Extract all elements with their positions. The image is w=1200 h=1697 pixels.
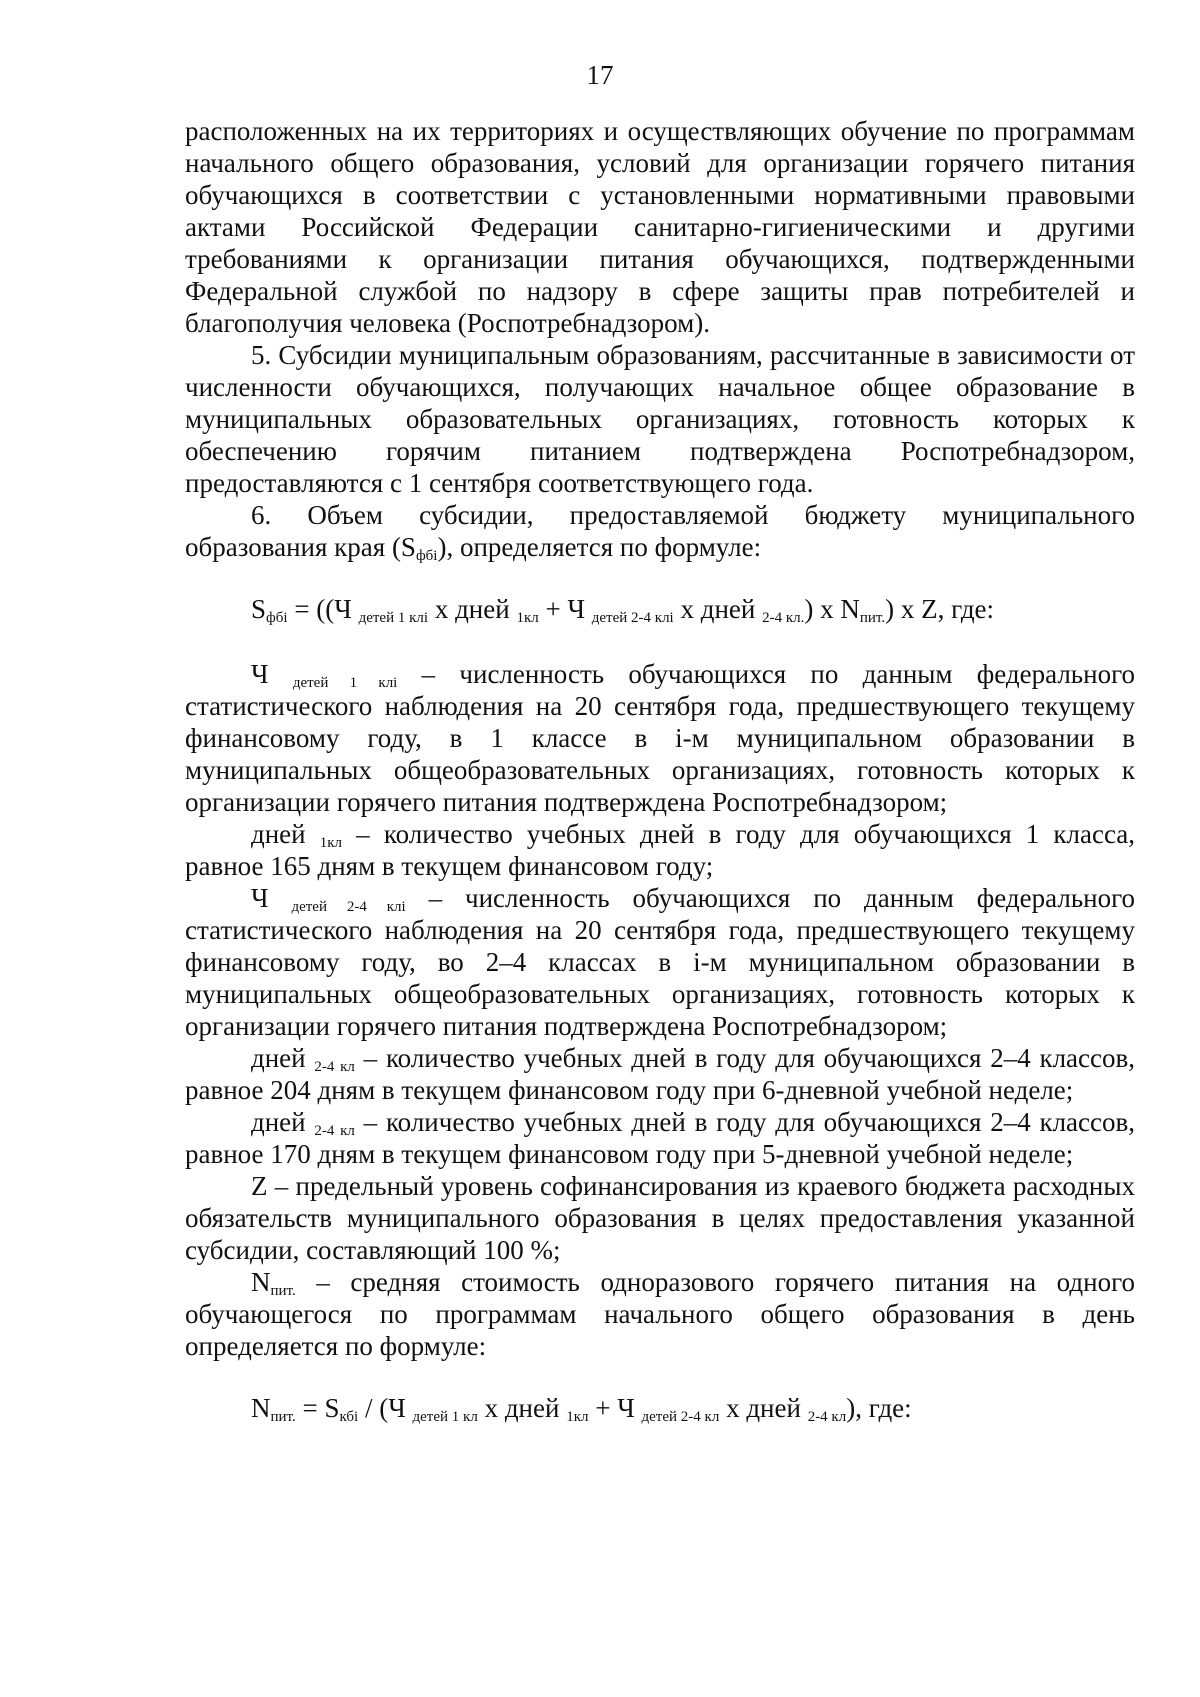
definition-subscript: детей 1 клi <box>292 675 398 691</box>
formula-subscript: пит. <box>859 610 886 626</box>
formula-subscript: 2-4 кл. <box>762 610 805 626</box>
formula-term: + Ч <box>588 1393 642 1423</box>
paragraph-6-text: 6. Объем субсидии, предоставляемой бюджету муниципального образования края (S <box>185 500 1135 562</box>
formula-term: = S <box>295 1393 340 1423</box>
definition-term: Ч <box>251 883 292 913</box>
formula-term: ) х Z, где: <box>885 594 995 624</box>
formula-subscript: пит. <box>270 1409 296 1425</box>
formula-subscript: 1кл <box>516 610 539 626</box>
formula-term: / (Ч <box>358 1393 413 1423</box>
definition-text: – количество учебных дней в году для обучающихся 2–4 классов, равное 170 дням в текущем финансовом году при 5-дневной учебной неделе; <box>185 1107 1135 1169</box>
formula-term: х дней <box>477 1393 567 1423</box>
definition-term: дней <box>251 1043 315 1073</box>
definition-text: – количество учебных дней в году для обучающихся 2–4 классов, равное 204 дням в текущем финансовом году при 6-дневной учебной неделе; <box>185 1043 1135 1105</box>
formula-meal-cost <box>185 1392 1135 1424</box>
document-body <box>185 115 1135 1457</box>
definition-subscript: детей 2-4 клi <box>291 899 406 915</box>
paragraph-continuation: расположенных на их территориях и осуществляющих обучение по программам начального общего образования, условий для организации горячего питания обучающихся в соответствии с установленными нормативными правовыми актами Российской Федерации санитарно-гигиеническими и другими требованиями к организации питания обучающихся, подтвержденными Федеральной службой по надзору в сфере защиты прав потребителей и благополучия человека (Роспотребнадзором). <box>185 116 1135 338</box>
definition-subscript: пит. <box>270 1283 296 1299</box>
formula-term: х дней <box>719 1393 808 1423</box>
definition-text: – численность обучающихся по данным федерального статистического наблюдения на 20 сентября года, предшествующего текущему финансовому году, в 1 классе в i-м муниципальном образовании в муниципальных общеобразовательных организациях, готовность которых к организации горячего питания подтверждена Роспотребнадзором; <box>185 659 1135 817</box>
definition-text: – количество учебных дней в году для обучающихся 1 класса, равное 165 дням в текущем финансовом году; <box>185 819 1135 881</box>
formula-term: S <box>251 594 267 624</box>
definition-children-grade-1 <box>185 658 1135 818</box>
paragraph-6-text-end: ), определяется по формуле: <box>437 532 762 562</box>
paragraph-6 <box>185 499 1135 563</box>
subscript: фбi <box>415 548 438 564</box>
definition-children-grade-2-4 <box>185 882 1135 1042</box>
definition-term: дней <box>251 819 320 849</box>
definition-subscript: 2-4 кл <box>314 1059 355 1075</box>
formula-subscript: 1кл <box>566 1409 589 1425</box>
formula-term: ) х N <box>804 594 860 624</box>
formula-subscript: детей 1 клi <box>358 610 429 626</box>
definition-text: – средняя стоимость одноразового горячего питания на одного обучающегося по программам начального общего образования в день определяется по формуле: <box>185 1267 1135 1361</box>
page-number: 17 <box>586 60 614 90</box>
definition-meal-cost <box>185 1266 1135 1362</box>
definition-term: N <box>251 1267 271 1297</box>
formula-term: х дней <box>428 594 517 624</box>
formula-subscript: кбi <box>339 1409 359 1425</box>
definition-days-grade-1 <box>185 818 1135 882</box>
formula-subscript: детей 1 кл <box>412 1409 478 1425</box>
formula-term: + Ч <box>538 594 592 624</box>
formula-term: = ((Ч <box>287 594 359 624</box>
formula-subscript: детей 2-4 клi <box>591 610 674 626</box>
formula-subscript: детей 2-4 кл <box>641 1409 720 1425</box>
formula-subscript: 2-4 кл <box>807 1409 847 1425</box>
formula-term: ), где: <box>846 1393 912 1423</box>
definition-text: – численность обучающихся по данным федерального статистического наблюдения на 20 сентября года, предшествующего текущему финансовому году, во 2–4 классах в i-м муниципальном образовании в муниципальных общеобразовательных организациях, готовность которых к организации горячего питания подтверждена Роспотребнадзором; <box>185 883 1135 1041</box>
definition-subscript: 1кл <box>319 835 343 851</box>
formula-subscript: фбi <box>266 610 288 626</box>
definition-subscript: 2-4 кл <box>314 1123 355 1139</box>
definition-term: дней <box>251 1107 315 1137</box>
definition-term: Ч <box>251 659 293 689</box>
formula-term: N <box>251 1393 271 1423</box>
definition-days-grade-2-4-five-day <box>185 1106 1135 1170</box>
formula-subsidy <box>185 593 1135 625</box>
formula-term: х дней <box>673 594 763 624</box>
definition-days-grade-2-4-six-day <box>185 1042 1135 1106</box>
paragraph-5: 5. Субсидии муниципальным образованиям, рассчитанные в зависимости от численности обучающихся, получающих начальное общее образование в муниципальных образовательных организациях, готовность которых к обеспечению горячим питанием подтверждена Роспотребнадзором, предоставляются с 1 сентября соответствующего года. <box>185 340 1135 498</box>
definition-cofinancing-level: Z – предельный уровень софинансирования из краевого бюджета расходных обязательств муниципального образования в целях предоставления указанной субсидии, составляющий 100 %; <box>185 1171 1135 1265</box>
